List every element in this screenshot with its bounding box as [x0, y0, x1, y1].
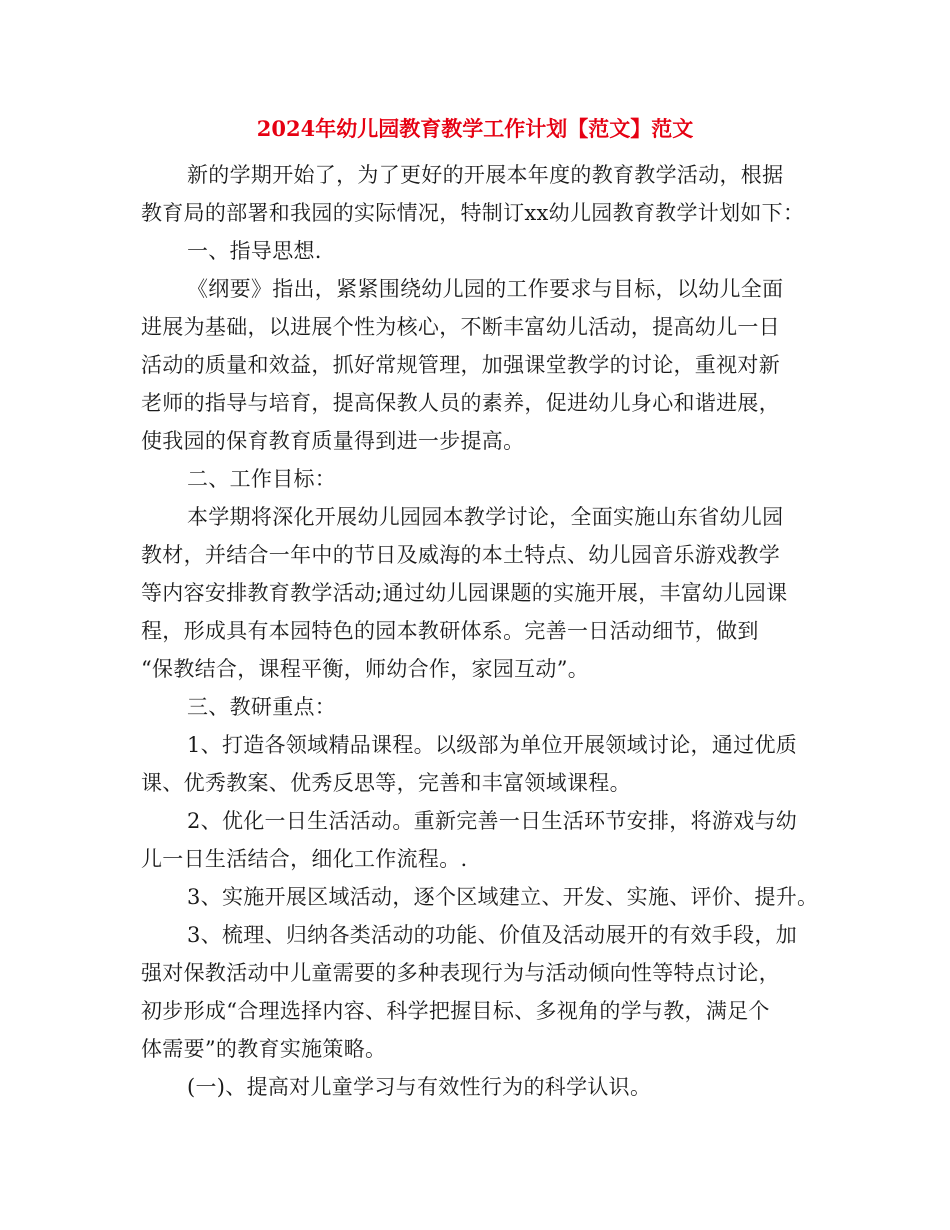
paragraph-line: 程，形成具有本园特色的园本教研体系。完善一日活动细节，做到: [141, 619, 759, 643]
paragraph-line: 进展为基础，以进展个性为核心，不断丰富幼儿活动，提高幼儿一日: [141, 315, 780, 339]
section-heading: 二、工作目标：: [187, 467, 337, 491]
paragraph-line: 体需要”的教育实施策略。: [141, 1037, 387, 1061]
paragraph-line: 课、优秀教案、优秀反思等，完善和丰富领域课程。: [141, 771, 631, 795]
paragraph-line: 老师的指导与培育，提高保教人员的素养，促进幼儿身心和谐进展，: [141, 391, 780, 415]
paragraph-line: 儿一日生活结合，细化工作流程。.: [141, 847, 468, 871]
paragraph-line: 教材，并结合一年中的节日及威海的本土特点、幼儿园音乐游戏教学: [141, 543, 780, 567]
paragraph-line: 3、实施开展区域活动，逐个区域建立、开发、实施、评价、提升。: [187, 885, 819, 909]
subsection-heading: (一)、提高对儿童学习与有效性行为的科学认识。: [187, 1075, 652, 1099]
paragraph-line: 2、优化一日生活活动。重新完善一日生活环节安排，将游戏与幼: [187, 809, 798, 833]
paragraph-line: 活动的质量和效益，抓好常规管理，加强课堂教学的讨论，重视对新: [141, 353, 780, 377]
paragraph-line: 3、梳理、归纳各类活动的功能、价值及活动展开的有效手段，加: [187, 923, 798, 947]
paragraph-line: 《纲要》指出，紧紧围绕幼儿园的工作要求与目标，以幼儿全面: [187, 277, 784, 301]
paragraph-line: 新的学期开始了，为了更好的开展本年度的教育教学活动，根据: [187, 163, 784, 187]
paragraph-line: 教育局的部署和我园的实际情况，特制订xx幼儿园教育教学计划如下：: [141, 201, 805, 225]
paragraph-line: 使我园的保育教育质量得到进一步提高。: [141, 429, 525, 453]
paragraph-line: 1、打造各领域精品课程。以级部为单位开展领域讨论，通过优质: [187, 733, 798, 757]
section-heading: 一、指导思想.: [187, 239, 322, 263]
paragraph-line: 初步形成“合理选择内容、科学把握目标、多视角的学与教，满足个: [141, 999, 770, 1023]
section-heading: 三、教研重点：: [187, 695, 337, 719]
paragraph-line: 等内容安排教育教学活动;通过幼儿园课题的实施开展，丰富幼儿园课: [141, 581, 788, 605]
paragraph-line: 强对保教活动中儿童需要的多种表现行为与活动倾向性等特点讨论，: [141, 961, 780, 985]
document-title: 2024年幼儿园教育教学工作计划【范文】范文: [256, 116, 694, 141]
paragraph-line: 本学期将深化开展幼儿园园本教学讨论，全面实施山东省幼儿园: [187, 505, 784, 529]
paragraph-line: “保教结合，课程平衡，师幼合作，家园互动”。: [141, 657, 590, 681]
